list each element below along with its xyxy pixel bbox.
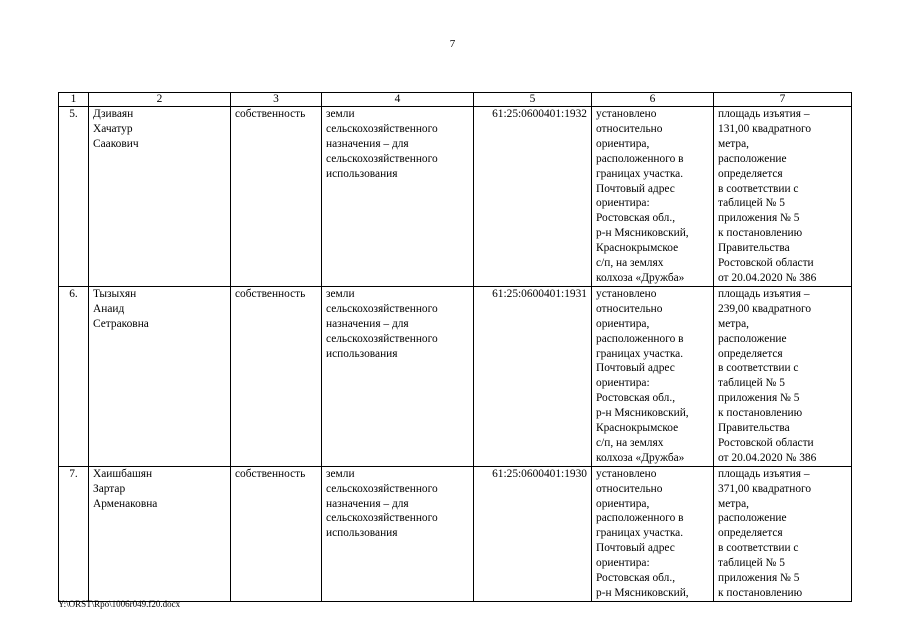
location-description: установлено относительно ориентира, расположенного в границах участка. Почтовый адрес ориентира: Ростовская обл., р-н Мясниковский, <box>592 466 714 601</box>
page-number: 7 <box>449 38 456 50</box>
seizure-note: площадь изъятия – 239,00 квадратного метра, расположение определяется в соответствии с таблицей № 5 приложения № 5 к постановлению Правительства Ростовской области от 20.04.2020 № 386 <box>714 286 852 466</box>
location-description: установлено относительно ориентира, расположенного в границах участка. Почтовый адрес ориентира: Ростовская обл., р-н Мясниковский, Краснокрымское с/п, на землях колхоза «Дружба» <box>592 286 714 466</box>
row-number: 5. <box>59 107 89 287</box>
cadastral-number: 61:25:0600401:1931 <box>474 286 592 466</box>
seizure-note: площадь изъятия – 371,00 квадратного метра, расположение определяется в соответствии с таблицей № 5 приложения № 5 к постановлению <box>714 466 852 601</box>
right-type: собственность <box>231 107 322 287</box>
right-type: собственность <box>231 466 322 601</box>
cadastral-number: 61:25:0600401:1932 <box>474 107 592 287</box>
cadastral-number: 61:25:0600401:1930 <box>474 466 592 601</box>
land-plots-table <box>58 92 852 602</box>
header-row <box>59 93 852 107</box>
table-row <box>59 466 852 601</box>
footer-file-path: Y:\ORST\Rpo\1006r049.f20.docx <box>58 599 181 609</box>
row-number: 7. <box>59 466 89 601</box>
right-type: собственность <box>231 286 322 466</box>
row-number: 6. <box>59 286 89 466</box>
column-header-2: 2 <box>89 93 231 107</box>
column-header-6: 6 <box>592 93 714 107</box>
table-row <box>59 286 852 466</box>
table-row <box>59 107 852 287</box>
column-header-5: 5 <box>474 93 592 107</box>
seizure-note: площадь изъятия – 131,00 квадратного метра, расположение определяется в соответствии с таблицей № 5 приложения № 5 к постановлению Правительства Ростовской области от 20.04.2020 № 386 <box>714 107 852 287</box>
owner-name: Хаишбашян Зартар Арменаковна <box>89 466 231 601</box>
column-header-4: 4 <box>322 93 474 107</box>
column-header-7: 7 <box>714 93 852 107</box>
column-header-3: 3 <box>231 93 322 107</box>
land-category: земли сельскохозяйственного назначения – для сельскохозяйственного использования <box>322 107 474 287</box>
column-header-1: 1 <box>59 93 89 107</box>
location-description: установлено относительно ориентира, расположенного в границах участка. Почтовый адрес ориентира: Ростовская обл., р-н Мясниковский, Краснокрымское с/п, на землях колхоза «Дружба» <box>592 107 714 287</box>
owner-name: Тызыхян Анаид Сетраковна <box>89 286 231 466</box>
owner-name: Дзиваян Хачатур Саакович <box>89 107 231 287</box>
land-category: земли сельскохозяйственного назначения – для сельскохозяйственного использования <box>322 466 474 601</box>
land-category: земли сельскохозяйственного назначения – для сельскохозяйственного использования <box>322 286 474 466</box>
